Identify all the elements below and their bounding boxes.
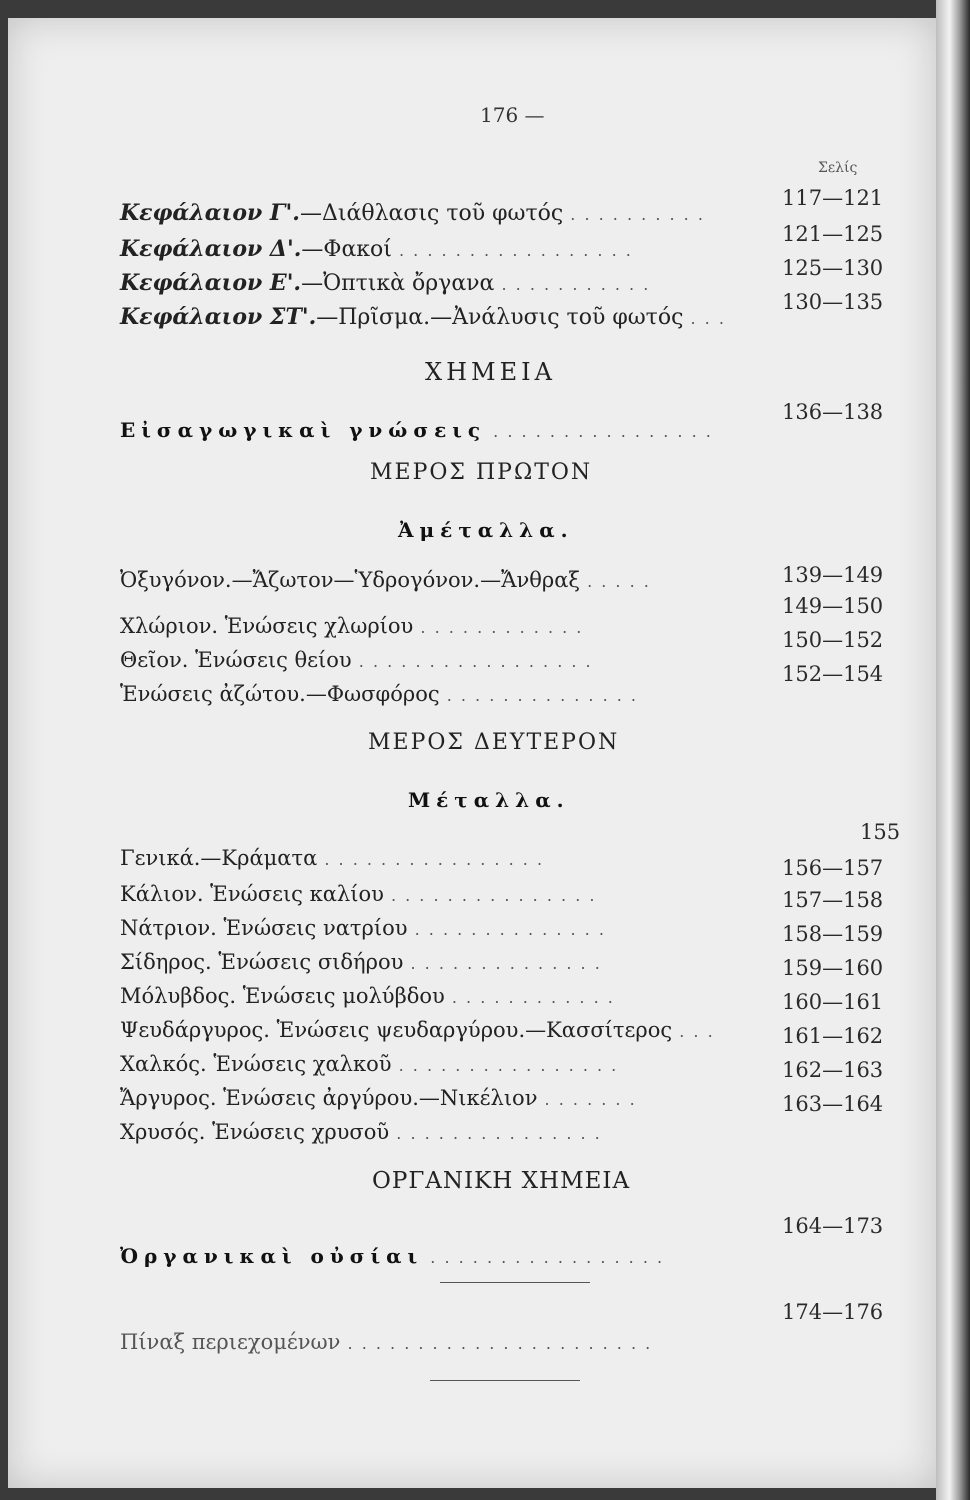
entry-title: Σίδηρος. Ἑνώσεις σιδήρου: [120, 950, 404, 974]
entry-title: Μόλυβδος. Ἑνώσεις μολύβδου: [120, 984, 445, 1008]
leader-dots: . . . . . . . . . . . . . .: [407, 920, 606, 939]
page-range: 155: [860, 820, 901, 844]
toc-entry: [120, 568, 651, 592]
part-heading: ΜΕΡΟΣ ΠΡΩΤΟΝ: [370, 460, 593, 485]
entry-title: Χαλκός. Ἑνώσεις χαλκοῦ: [120, 1052, 392, 1076]
toc-entry: [120, 682, 638, 706]
entry-title: Νάτριον. Ἑνώσεις νατρίου: [120, 916, 408, 940]
page-range: 130—135: [782, 290, 884, 314]
entry-title: —Διάθλασις τοῦ φωτός: [299, 201, 564, 226]
entry-title: —Φακοί: [301, 237, 392, 262]
page-range: 121—125: [782, 222, 884, 246]
divider-rule: [440, 1282, 590, 1283]
page-range: 162—163: [782, 1058, 884, 1082]
entry-title: Ἑνώσεις ἀζώτου.—Φωσφόρος: [120, 682, 440, 706]
leader-dots: . . .: [672, 1022, 715, 1041]
toc-entry: [120, 236, 633, 262]
leader-dots: . . . . . . . . . . . . . . . . . . . . . .: [340, 1334, 653, 1353]
leader-dots: . . . . . . . . . .: [563, 205, 705, 224]
leader-dots: . . . . . . . . . . . .: [444, 988, 615, 1007]
divider-rule: [430, 1380, 580, 1381]
toc-entry: [120, 1330, 652, 1354]
toc-entry: [120, 846, 544, 870]
entry-title: —Ὀπτικὰ ὄργανα: [301, 271, 495, 296]
leader-dots: . . . . . . . . . . .: [494, 275, 651, 294]
leader-dots: . . . . . . . . . . . . . . . . .: [351, 652, 593, 671]
entry-title: Ὀργανικαὶ οὐσίαι: [120, 1244, 424, 1268]
entry-title: Πίναξ περιεχομένων: [120, 1330, 341, 1354]
leader-dots: . . . . . . . . . . . . . . . .: [317, 850, 545, 869]
entry-title: —Πρῖσμα.—Ἀνάλυσις τοῦ φωτός: [316, 305, 684, 330]
toc-entry: [120, 1120, 602, 1144]
chapter-label: Κεφάλαιον Γ'.: [120, 200, 300, 226]
part-subheading: Ἀμέταλλα.: [398, 518, 574, 542]
column-header-pages: Σελίς: [818, 160, 858, 176]
page-range: 163—164: [782, 1092, 884, 1116]
entry-title: Εἰσαγωγικαὶ γνώσεις: [120, 418, 487, 442]
toc-entry: [120, 916, 606, 940]
entry-title: Κάλιον. Ἑνώσεις καλίου: [120, 882, 384, 906]
entry-title: Χρυσός. Ἑνώσεις χρυσοῦ: [120, 1120, 390, 1144]
toc-entry: [120, 304, 726, 330]
part-subheading: Μέταλλα.: [408, 788, 570, 812]
page-range: 174—176: [782, 1300, 884, 1324]
chapter-label: Κεφάλαιον Ε'.: [120, 270, 302, 296]
page-range: 161—162: [782, 1024, 884, 1048]
toc-entry: [120, 270, 650, 296]
leader-dots: . . . . .: [580, 572, 651, 591]
entry-title: Γενικά.—Κράματα: [120, 846, 318, 870]
page-range: 136—138: [782, 400, 884, 424]
page-range: 125—130: [782, 256, 884, 280]
entry-title: Ἄργυρος. Ἑνώσεις ἀργύρου.—Νικέλιον: [120, 1086, 538, 1110]
entry-title: Θεῖον. Ἑνώσεις θείου: [120, 648, 352, 672]
leader-dots: . . . . . . . . . . . .: [413, 618, 584, 637]
leader-dots: . . . . . . . . . . . . . . . .: [391, 1056, 619, 1075]
leader-dots: . . . . . . . . . . . . . . .: [389, 1124, 602, 1143]
page-range: 157—158: [782, 888, 884, 912]
page-range: 150—152: [782, 628, 884, 652]
entry-title: Ψευδάργυρος. Ἑνώσεις ψευδαργύρου.—Κασσίτερος: [120, 1018, 673, 1042]
book-binding: [936, 0, 970, 1500]
toc-entry: [120, 1086, 637, 1110]
leader-dots: . . .: [683, 309, 726, 328]
chapter-label: Κεφάλαιον Δ'.: [120, 236, 302, 262]
page-number: 176 —: [480, 103, 545, 127]
toc-entry: [120, 984, 615, 1008]
part-heading: ΜΕΡΟΣ ΔΕΥΤΕΡΟΝ: [368, 730, 620, 755]
page-range: 159—160: [782, 956, 884, 980]
toc-entry: [120, 1052, 618, 1076]
leader-dots: . . . . . . . . . . . . . .: [439, 686, 639, 705]
page-range: 160—161: [782, 990, 884, 1014]
leader-dots: . . . . . . . . . . . . . .: [403, 954, 602, 973]
section-heading-organic: ΟΡΓΑΝΙΚΗ ΧΗΜΕΙΑ: [372, 1168, 631, 1194]
toc-entry: [120, 1018, 715, 1042]
leader-dots: . . . . . . . . . . . . . . .: [383, 886, 597, 905]
toc-entry: [120, 200, 705, 226]
page-range: 156—157: [782, 856, 884, 880]
toc-entry: [120, 648, 593, 672]
entry-title: Ὀξυγόνον.—Ἄζωτον—Ὑδρογόνον.—Ἄνθραξ: [120, 568, 580, 592]
section-heading-chemistry: ΧΗΜΕΙΑ: [425, 358, 556, 386]
page-range: 164—173: [782, 1214, 884, 1238]
page-range: 158—159: [782, 922, 884, 946]
page-range: 152—154: [782, 662, 884, 686]
leader-dots: . . . . . . . . . . . . . . . . .: [423, 1248, 665, 1267]
toc-entry: [120, 418, 713, 442]
toc-entry: [120, 1244, 664, 1268]
leader-dots: . . . . . . . . . . . . . . . . .: [391, 241, 633, 260]
leader-dots: . . . . . . . . . . . . . . . .: [486, 422, 713, 441]
toc-entry: [120, 882, 596, 906]
toc-entry: [120, 950, 602, 974]
page-range: 149—150: [782, 594, 884, 618]
page-range: 139—149: [782, 563, 884, 587]
entry-title: Χλώριον. Ἑνώσεις χλωρίου: [120, 614, 414, 638]
page-range: 117—121: [782, 186, 884, 210]
toc-entry: [120, 614, 583, 638]
chapter-label: Κεφάλαιον ΣΤ'.: [120, 304, 317, 330]
leader-dots: . . . . . . .: [537, 1090, 637, 1109]
